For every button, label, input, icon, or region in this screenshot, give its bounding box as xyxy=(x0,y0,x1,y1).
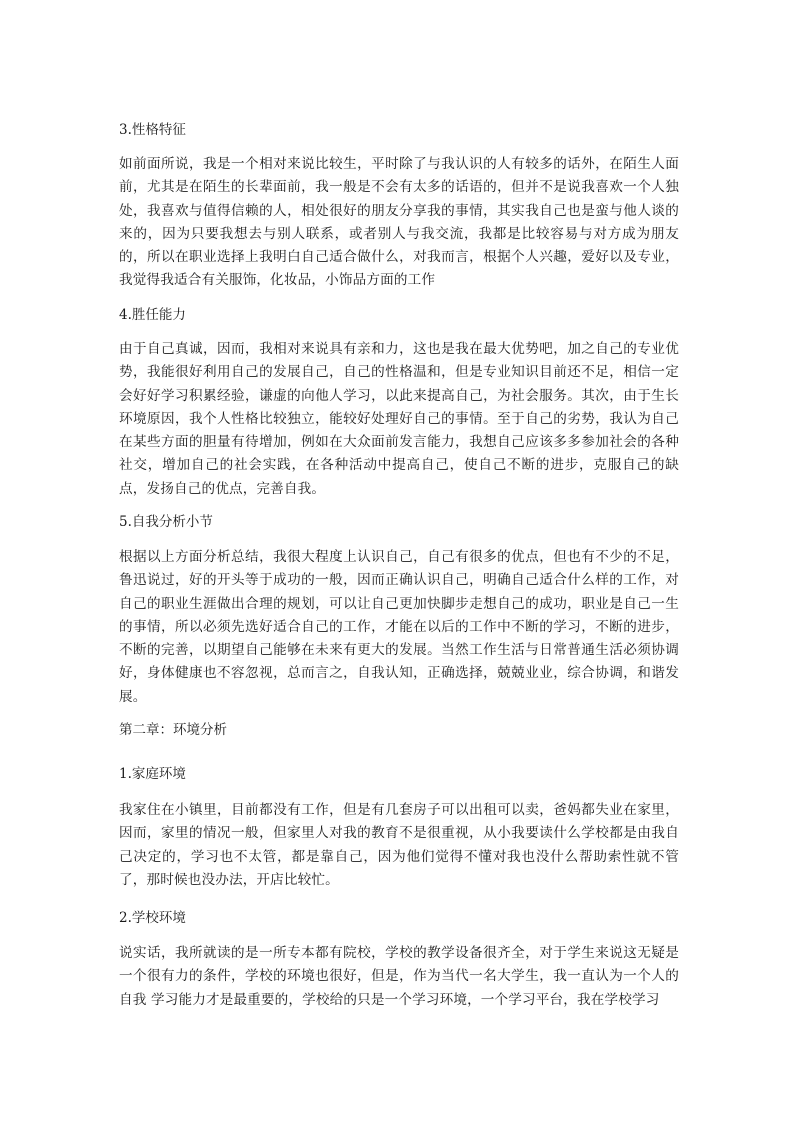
section-heading-self-analysis-summary: 5.自我分析小节 xyxy=(119,514,213,530)
paragraph-self-analysis-summary: 根据以上方面分析总结，我很大程度上认识自己，自己有很多的优点，但也有不少的不足，鲁迅说过，好的开头等于成功的一般，因而正确认识自己，明确自己适合什么样的工作，对自己的职业生涯做出合理的规划，可以让自己更加快脚步走想自己的成功，职业是自己一生的事情，所以必须先选好适合自己的工作，才能在以后的工作中不断的学习，不断的进步，不断的完善，以期望自己能够在未来有更大的发展。当然工作生活与日常普通生活必须协调好，身体健康也不容忽视，总而言之，自我认知，正确选择，兢兢业业，综合协调，和谐发展。 xyxy=(119,549,679,705)
paragraph-school-environment: 说实话，我所就读的是一所专本都有院校，学校的教学设备很齐全，对于学生来说这无疑是一个很有力的条件，学校的环境也很好，但是，作为当代一名大学生，我一直认为一个人的自我 学习能力才是最重要的，学校给的只是一个学习环境，一个学习平台，我在学校学习 xyxy=(119,945,679,1008)
paragraph-personality: 如前面所说，我是一个相对来说比较生，平时除了与我认识的人有较多的话外，在陌生人面前，尤其是在陌生的长辈面前，我一般是不会有太多的话语的，但并不是说我喜欢一个人独处，我喜欢与值得信赖的人，相处很好的朋友分享我的事情，其实我自己也是蛮与他人谈的来的，因为只要我想去与别人联系，或者别人与我交流，我都是比较容易与对方成为朋友的，所以在职业选择上我明白自己适合做什么，对我而言，根据个人兴趣，爱好以及专业，我觉得我适合有关服饰，化妆品，小饰品方面的工作 xyxy=(119,156,679,289)
paragraph-family-environment: 我家住在小镇里，目前都没有工作，但是有几套房子可以出租可以卖，爸妈都失业在家里，因而，家里的情况一般，但家里人对我的教育不是很重视，从小我要读什么学校都是由我自己决定的，学习也不太管，都是靠自己，因为他们觉得不懂对我也没什么帮助索性就不管了，那时候也没办法，开店比较忙。 xyxy=(119,802,679,888)
paragraph-competence: 由于自己真诚，因而，我相对来说具有亲和力，这也是我在最大优势吧，加之自己的专业优势，我能很好利用自己的发展自己，自己的性格温和，但是专业知识目前还不足，相信一定会好好学习积累经验，谦虚的向他人学习，以此来提高自己，为社会服务。其次，由于生长环境原因，我个人性格比较独立，能较好处理好自己的事情。至于自己的劣势，我认为自己在某些方面的胆量有待增加，例如在大众面前发言能力，我想自己应该多多参加社会的各种社交，增加自己的社会实践，在各种活动中提高自己，使自己不断的进步，克服自己的缺点，发扬自己的优点，完善自我。 xyxy=(119,341,679,497)
section-heading-school-environment: 2.学校环境 xyxy=(119,910,186,926)
chapter-heading-environment-analysis: 第二章：环境分析 xyxy=(119,722,227,738)
section-heading-competence: 4.胜任能力 xyxy=(119,307,186,323)
section-heading-personality: 3.性格特征 xyxy=(119,122,186,138)
section-heading-family-environment: 1.家庭环境 xyxy=(119,766,186,782)
